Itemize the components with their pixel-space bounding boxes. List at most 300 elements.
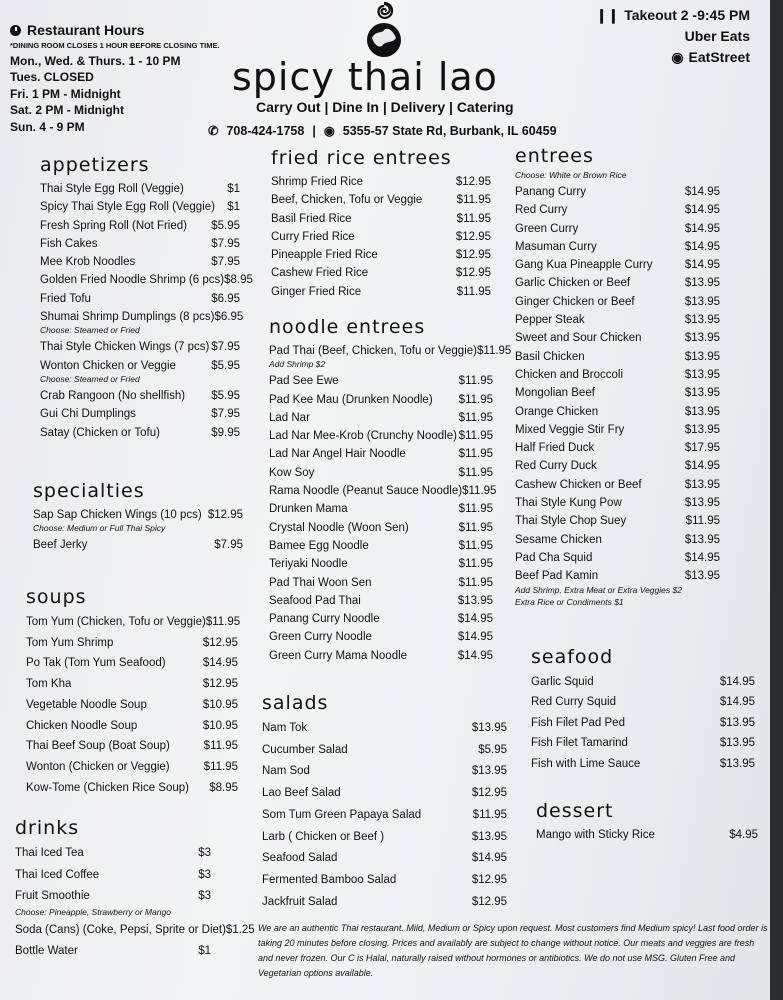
item-name: Lao Beef Salad <box>262 787 341 800</box>
menu-item <box>269 342 512 360</box>
item-price: $11.95 <box>458 375 493 388</box>
menu-item <box>536 826 758 844</box>
menu-item <box>269 427 493 445</box>
menu-item <box>271 228 491 246</box>
item-name: Po Tak (Tom Yum Seafood) <box>26 657 166 670</box>
menu-item <box>271 173 491 191</box>
item-name: Thai Style Egg Roll (Veggie) <box>40 183 184 195</box>
section-note: Choose: White or Brown Rice <box>515 170 627 180</box>
menu-item <box>515 274 720 292</box>
item-name: Pad Thai Woon Sen <box>269 576 372 589</box>
item-name: Mee Krob Noodles <box>40 256 136 269</box>
item-name: Tom Kha <box>26 678 72 691</box>
menu-item <box>15 886 211 908</box>
item-name: Rama Noodle (Peanut Sauce Noodle) <box>269 485 463 498</box>
item-price: $13.95 <box>684 350 720 363</box>
menu-item <box>531 754 755 774</box>
item-note: Add Shrimp $2 <box>269 359 326 370</box>
item-price: $7.95 <box>211 341 240 354</box>
item-price: $11.95 <box>458 503 493 516</box>
menu-item <box>515 384 720 402</box>
item-name: Gang Kua Pineapple Curry <box>515 259 653 272</box>
section-drinks <box>15 817 255 963</box>
uber-eats <box>580 26 750 47</box>
section-title: soups <box>26 586 87 608</box>
menu-item <box>262 783 507 805</box>
item-name: Lad Nar Mee-Krob (Crunchy Noodle) <box>269 430 457 443</box>
item-name: Basil Fried Rice <box>271 212 352 225</box>
item-price: $5.95 <box>478 743 507 756</box>
item-price: $11.95 <box>476 345 512 357</box>
item-price: $11.95 <box>685 515 720 528</box>
item-name: Kow-Tome (Chicken Rice Soup) <box>26 781 189 794</box>
item-name: Seafood Pad Thai <box>269 594 361 607</box>
menu-item <box>40 180 240 198</box>
item-name: Pad See Ewe <box>269 375 339 388</box>
item-name: Masuman Curry <box>515 240 597 253</box>
item-name: Red Curry <box>515 204 568 217</box>
item-name: Crystal Noodle (Woon Sen) <box>269 521 409 534</box>
logo-icon <box>360 0 408 62</box>
item-name: Gui Chi Dumplings <box>40 408 136 421</box>
item-price: $11.95 <box>458 539 493 552</box>
item-name: Chicken Noodle Soup <box>26 719 138 732</box>
menu-item <box>262 827 507 849</box>
menu-item <box>531 692 755 712</box>
item-price: $12.95 <box>471 895 507 908</box>
item-name: Panang Curry <box>515 186 586 198</box>
section-note: Add Shrimp, Extra Meat or Extra Veggies $2 <box>515 584 682 595</box>
item-name: Jackfruit Salad <box>262 895 338 908</box>
item-price: $12.95 <box>207 509 243 521</box>
item-name: Thai Iced Tea <box>15 847 84 859</box>
item-price: $7.95 <box>211 237 240 250</box>
menu-item <box>515 220 720 238</box>
section-note: Extra Rice or Condiments $1 <box>515 596 624 607</box>
section-dessert <box>536 800 758 844</box>
menu-item <box>269 647 493 665</box>
menu-item <box>26 716 238 737</box>
item-name: Fish Filet Pad Ped <box>531 716 625 729</box>
item-name: Green Curry Mama Noodle <box>269 649 408 662</box>
menu-item <box>269 537 493 555</box>
section-soups <box>26 586 241 798</box>
menu-item <box>15 865 211 887</box>
takeout-hours: Takeout 2 -9:45 PM <box>624 7 750 23</box>
item-price: $5.95 <box>211 219 240 232</box>
item-name: Spicy Thai Style Egg Roll (Veggie) <box>40 201 215 214</box>
item-price: $14.95 <box>684 204 720 217</box>
item-price: $13.95 <box>684 314 720 327</box>
item-name: Beef Pad Kamin <box>515 570 599 583</box>
item-note: Choose: Steamed or Fried <box>40 325 140 336</box>
item-price: $13.95 <box>684 405 720 418</box>
item-price: $13.95 <box>684 332 720 345</box>
menu-item <box>515 366 720 384</box>
item-note: Choose: Pineapple, Strawberry or Mango <box>15 906 171 917</box>
item-price: $11.95 <box>472 808 507 821</box>
item-name: Green Curry Noodle <box>269 631 372 644</box>
hours-line: Sun. 4 - 9 PM <box>10 119 85 134</box>
menu-item <box>15 843 211 865</box>
menu-item <box>262 718 507 740</box>
item-price: $11.95 <box>458 411 493 424</box>
menu-item <box>515 457 720 475</box>
menu-item <box>515 494 720 512</box>
menu-item <box>40 217 240 235</box>
phone-icon: ✆ <box>208 124 219 138</box>
item-price: $14.95 <box>684 551 720 564</box>
item-price: $13.95 <box>684 497 720 510</box>
menu-item <box>40 338 240 356</box>
item-name: Fruit Smoothie <box>15 890 90 902</box>
item-name: Golden Fried Noodle Shrimp (6 pcs) <box>40 274 225 287</box>
item-price: $3 <box>198 847 211 859</box>
item-name: Garlic Chicken or Beef <box>515 277 631 290</box>
item-price: $6.95 <box>211 292 240 305</box>
item-price: $8.95 <box>209 781 238 794</box>
hours-line: Fri. 1 PM - Midnight <box>10 86 121 101</box>
menu-item <box>269 464 493 482</box>
menu-item <box>515 311 720 329</box>
menu-item <box>262 761 507 783</box>
item-name: Thai Style Chop Suey <box>515 515 627 528</box>
menu-item <box>515 531 720 549</box>
item-price: $14.95 <box>684 460 720 473</box>
item-price: $4.95 <box>729 829 758 841</box>
item-price: $14.95 <box>471 852 507 865</box>
item-name: Drunken Mama <box>269 503 348 516</box>
menu-item <box>531 713 755 733</box>
item-price: $13.95 <box>684 570 720 583</box>
section-title: entrees <box>515 145 594 167</box>
menu-item <box>271 210 491 228</box>
menu-item <box>40 290 240 308</box>
fork-knife-icon: ❙❙ <box>595 7 620 23</box>
eatstreet <box>580 47 750 68</box>
item-name: Thai Beef Soup (Boat Soup) <box>26 740 170 753</box>
item-price: $14.95 <box>684 186 720 198</box>
item-price: $12.95 <box>455 230 491 243</box>
hours-title: Restaurant Hours <box>27 22 145 38</box>
item-price: $11.95 <box>458 448 493 461</box>
item-price: $12.95 <box>471 873 507 886</box>
item-price: $11.95 <box>456 194 491 207</box>
item-price: $11.95 <box>458 466 493 479</box>
item-price: $11.95 <box>458 430 493 443</box>
separator: | <box>312 123 316 138</box>
item-price: $14.95 <box>457 649 493 662</box>
item-price: $14.95 <box>457 631 493 644</box>
menu-item <box>262 848 507 870</box>
item-price: $1 <box>227 183 240 195</box>
section-title: salads <box>262 692 329 714</box>
item-name: Kow Soy <box>269 466 315 479</box>
item-price: $11.95 <box>456 285 491 298</box>
item-name: Fish with Lime Sauce <box>531 757 641 770</box>
delivery-options <box>580 5 750 68</box>
menu-item <box>269 391 493 409</box>
item-price: $3 <box>198 868 211 881</box>
item-price: $13.95 <box>719 716 755 729</box>
item-name: Fish Cakes <box>40 237 98 250</box>
menu-item <box>515 201 720 219</box>
item-name: Thai Iced Coffee <box>15 868 100 881</box>
item-name: Fish Filet Tamarind <box>531 737 628 750</box>
menu-item <box>515 512 720 530</box>
item-name: Cashew Fried Rice <box>271 267 369 280</box>
menu-item <box>40 405 240 423</box>
menu-item <box>515 476 720 494</box>
menu-item <box>26 778 238 799</box>
menu-item <box>269 555 493 573</box>
item-price: $13.95 <box>471 830 507 843</box>
item-price: $13.95 <box>684 277 720 290</box>
item-price: $3 <box>198 890 211 902</box>
menu-item <box>271 246 491 264</box>
menu-item <box>531 672 755 692</box>
section-appetizers <box>40 154 253 442</box>
item-price: $11.95 <box>203 760 238 773</box>
section-entrees <box>515 145 720 610</box>
eatstreet-icon: ◉ <box>671 49 684 65</box>
menu-item <box>269 409 493 427</box>
item-price: $6.95 <box>214 311 244 324</box>
item-price: $13.95 <box>684 368 720 381</box>
menu-item <box>269 592 493 610</box>
item-price: $8.95 <box>224 274 253 287</box>
item-name: Pad Kee Mau (Drunken Noodle) <box>269 393 433 406</box>
menu-item <box>515 439 720 457</box>
item-name: Red Curry Duck <box>515 460 597 473</box>
menu-item <box>262 892 507 914</box>
restaurant-hours <box>10 22 220 135</box>
menu-item <box>271 283 491 301</box>
item-name: Som Tum Green Papaya Salad <box>262 808 422 821</box>
item-name: Sesame Chicken <box>515 533 602 546</box>
item-price: $13.95 <box>457 594 493 607</box>
menu-item <box>26 757 238 778</box>
item-name: Nam Tok <box>262 722 308 734</box>
menu-item <box>40 424 240 442</box>
item-price: $13.95 <box>684 387 720 400</box>
item-name: Mongolian Beef <box>515 387 595 400</box>
menu-item <box>40 253 240 271</box>
address: 5355-57 State Rd, Burbank, IL 60459 <box>342 123 557 138</box>
section-title: noodle entrees <box>269 316 426 338</box>
item-name: Green Curry <box>515 222 579 235</box>
item-name: Wonton Chicken or Veggie <box>40 359 176 372</box>
item-name: Vegetable Noodle Soup <box>26 698 147 711</box>
item-name: Lad Nar <box>269 411 310 424</box>
section-title: dessert <box>536 800 614 822</box>
item-price: $11.95 <box>458 521 493 534</box>
takeout-line <box>580 5 750 26</box>
item-name: Tom Yum Shrimp <box>26 636 114 649</box>
menu-item <box>15 941 211 963</box>
menu-item <box>531 733 755 753</box>
item-price: $13.95 <box>684 423 720 436</box>
section-title: fried rice entrees <box>271 147 452 169</box>
menu-item <box>26 633 238 654</box>
phone-number: 708-424-1758 <box>226 123 305 138</box>
hours-line: Sat. 2 PM - Midnight <box>10 103 124 117</box>
item-price: $11.95 <box>458 393 493 406</box>
menu-item <box>515 421 720 439</box>
uber-eats-label: Uber Eats <box>684 28 750 44</box>
hours-note: *DINING ROOM CLOSES 1 HOUR BEFORE CLOSING TIME. <box>10 40 220 50</box>
menu-item <box>515 549 720 567</box>
item-name: Panang Curry Noodle <box>269 613 380 626</box>
menu-item <box>271 191 491 209</box>
item-price: $13.95 <box>684 478 720 491</box>
item-name: Teriyaki Noodle <box>269 558 348 571</box>
item-name: Chicken and Broccoli <box>515 368 624 381</box>
item-price: $7.95 <box>211 256 240 269</box>
item-price: $14.95 <box>457 613 493 626</box>
menu-item <box>40 387 240 405</box>
item-name: Half Fried Duck <box>515 442 595 455</box>
menu-item <box>515 256 720 274</box>
item-price: $14.95 <box>684 222 720 235</box>
item-price: $12.95 <box>202 678 238 691</box>
menu-item <box>40 235 240 253</box>
item-price: $13.95 <box>719 757 755 770</box>
item-name: Wonton (Chicken or Veggie) <box>26 760 170 773</box>
item-name: Cucumber Salad <box>262 743 348 756</box>
item-price: $13.95 <box>684 295 720 308</box>
location-pin-icon: ◉ <box>323 124 335 138</box>
item-name: Shumai Shrimp Dumplings (8 pcs) <box>40 311 215 324</box>
item-name: Sap Sap Chicken Wings (10 pcs) <box>33 509 202 521</box>
eatstreet-label: EatStreet <box>688 49 750 65</box>
hours-line: Tues. CLOSED <box>10 70 94 84</box>
item-price: $13.95 <box>471 765 507 778</box>
section-fried-rice <box>271 147 491 301</box>
item-name: Pineapple Fried Rice <box>271 249 378 262</box>
item-name: Beef, Chicken, Tofu or Veggie <box>271 194 423 207</box>
item-name: Tom Yum (Chicken, Tofu or Veggie) <box>26 616 206 628</box>
item-name: Fermented Bamboo Salad <box>262 873 397 886</box>
menu-item <box>515 183 720 201</box>
item-name: Soda (Cans) (Coke, Pepsi, Sprite or Diet) <box>15 923 226 936</box>
menu-item <box>269 372 493 390</box>
item-name: Ginger Fried Rice <box>271 285 362 298</box>
menu-item <box>262 805 507 827</box>
item-price: $13.95 <box>719 737 755 750</box>
item-name: Pepper Steak <box>515 314 585 327</box>
item-name: Red Curry Squid <box>531 696 617 709</box>
item-name: Beef Jerky <box>33 539 88 552</box>
item-name: Larb ( Chicken or Beef ) <box>262 830 385 843</box>
item-price: $12.95 <box>455 176 491 188</box>
item-price: $11.95 <box>203 740 238 753</box>
item-price: $13.95 <box>471 722 507 734</box>
menu-item <box>271 264 491 282</box>
item-name: Seafood Salad <box>262 852 338 865</box>
item-name: Garlic Squid <box>531 676 594 688</box>
menu-item <box>15 920 255 942</box>
item-name: Basil Chicken <box>515 350 585 363</box>
item-name: Thai Style Chicken Wings (7 pcs) <box>40 341 210 354</box>
item-price: $1 <box>227 201 240 214</box>
item-price: $11.95 <box>458 558 493 571</box>
item-name: Pad Thai (Beef, Chicken, Tofu or Veggie) <box>269 345 477 357</box>
item-price: $5.95 <box>211 389 240 402</box>
item-name: Shrimp Fried Rice <box>271 176 364 188</box>
item-price: $11.95 <box>458 576 493 589</box>
item-name: Mixed Veggie Stir Fry <box>515 423 625 436</box>
menu-item <box>40 271 253 289</box>
item-price: $9.95 <box>211 426 240 439</box>
item-price: $1.25 <box>225 923 255 936</box>
item-price: $10.95 <box>202 719 238 732</box>
menu-item <box>269 482 497 500</box>
hours-heading <box>10 22 220 39</box>
services-line: Carry Out | Dine In | Delivery | Catering <box>256 99 514 115</box>
menu-item <box>262 740 507 762</box>
clock-icon <box>10 25 21 36</box>
item-name: Lad Nar Angel Hair Noodle <box>269 448 406 461</box>
menu-item <box>33 536 243 554</box>
menu-item <box>515 293 720 311</box>
section-noodles <box>269 316 512 665</box>
menu-item <box>515 238 720 256</box>
section-seafood <box>531 646 755 774</box>
menu-item <box>269 610 493 628</box>
item-name: Cashew Chicken or Beef <box>515 478 642 491</box>
item-price: $14.95 <box>684 259 720 272</box>
item-price: $14.95 <box>684 240 720 253</box>
menu-item <box>269 574 493 592</box>
menu-item <box>269 445 493 463</box>
item-note: Choose: Steamed or Fried <box>40 373 140 384</box>
item-name: Satay (Chicken or Tofu) <box>40 426 160 439</box>
item-price: $7.95 <box>211 408 240 421</box>
menu-item <box>269 500 493 518</box>
item-price: $14.95 <box>719 696 755 709</box>
restaurant-name: spicy thai lao <box>232 55 498 99</box>
menu-item <box>40 308 244 326</box>
menu-item <box>515 567 720 585</box>
item-name: Pad Cha Squid <box>515 551 593 564</box>
footer-note: We are an authentic Thai restaurant. Mild, Medium or Spicy upon request. Most customers find Medium spicy! Last food order is taking 20 minutes before closing. Prices and availably are subject to change without notice. Our meats and veggies are fresh and never frozen. Our C is Halal, naturally raised without hormones or antibiotics. We do not use MSG. Gluten Free and Vegetarian options available. <box>258 923 768 978</box>
item-name: Ginger Chicken or Beef <box>515 295 635 308</box>
item-price: $10.95 <box>202 698 238 711</box>
item-price: $12.95 <box>471 787 507 800</box>
contact-line <box>208 123 557 138</box>
item-name: Curry Fried Rice <box>271 230 355 243</box>
item-price: $13.95 <box>684 533 720 546</box>
menu-item <box>26 612 241 633</box>
menu-item <box>269 519 493 537</box>
item-name: Sweet and Sour Chicken <box>515 332 642 345</box>
item-name: Thai Style Kung Pow <box>515 497 622 510</box>
menu-item <box>26 736 238 757</box>
item-price: $1 <box>198 945 211 957</box>
item-price: $14.95 <box>202 657 238 670</box>
menu-item <box>515 403 720 421</box>
menu-item <box>40 357 240 375</box>
section-specialties <box>33 480 243 555</box>
item-name: Fresh Spring Roll (Not Fried) <box>40 219 187 232</box>
section-salads <box>262 692 507 913</box>
item-price: $12.95 <box>455 267 491 280</box>
item-price: $11.95 <box>456 212 491 225</box>
item-price: $17.95 <box>684 442 720 455</box>
item-name: Mango with Sticky Rice <box>536 829 655 841</box>
section-title: seafood <box>531 646 614 668</box>
